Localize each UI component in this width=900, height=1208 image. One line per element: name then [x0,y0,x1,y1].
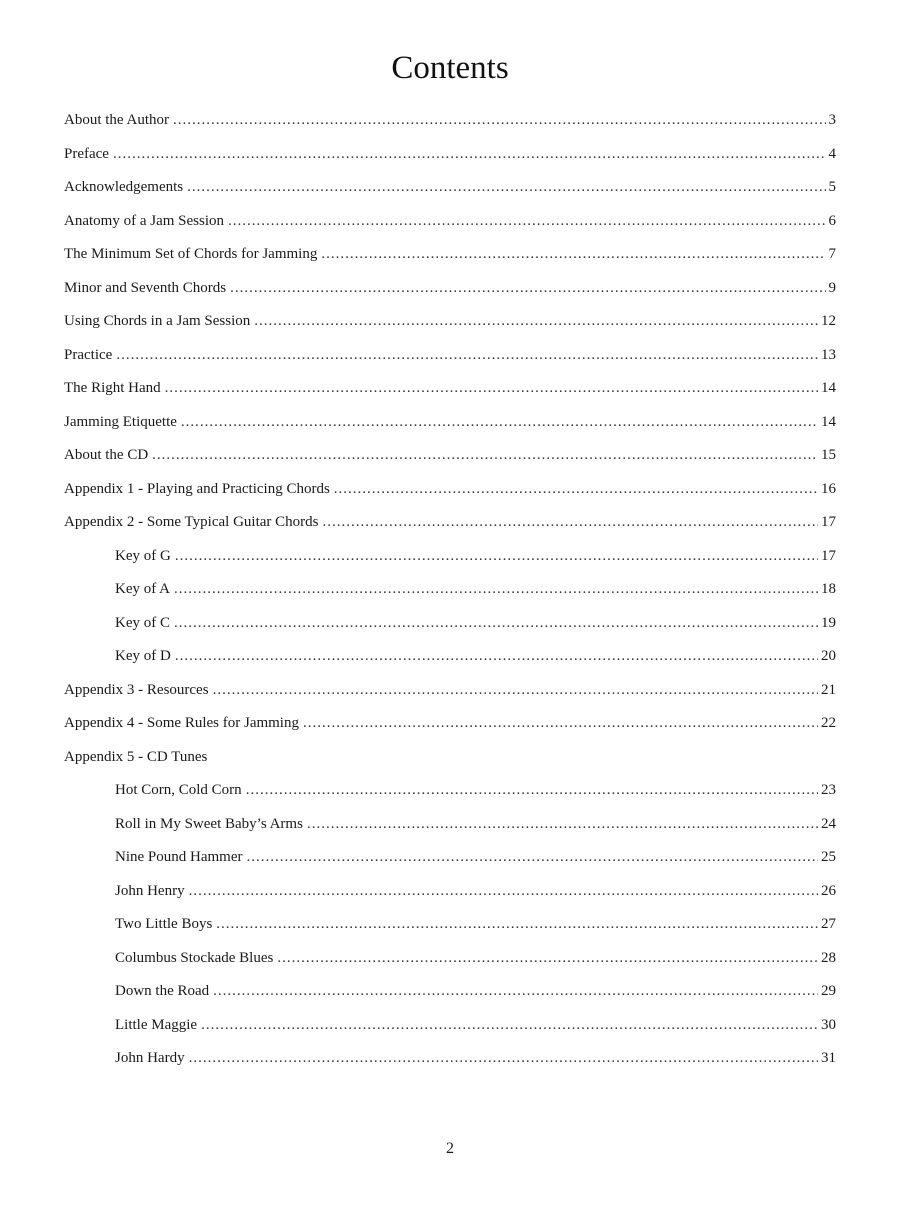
toc-entry [64,540,836,574]
toc-dot-leader [174,607,818,641]
toc-entry-page: 4 [828,145,836,162]
toc-entry-title: Using Chords in a Jam Session [64,313,251,329]
toc-entry [64,238,836,272]
toc-entry-title: Appendix 4 - Some Rules for Jamming [64,715,299,731]
toc-dot-leader [246,841,818,875]
toc-entry-page: 17 [821,514,836,530]
toc-entry-title: Little Maggie [115,1016,198,1033]
toc-entry-page: 9 [828,279,836,296]
toc-entry [64,975,836,1009]
toc-dot-leader [277,942,818,976]
toc-dot-leader [201,1009,818,1043]
toc-dot-leader [165,372,818,406]
toc-entry-title: The Minimum Set of Chords for Jamming [64,246,318,262]
toc-entry-page: 22 [821,715,836,731]
toc-entry-title: Practice [64,346,113,363]
toc-entry [64,1042,836,1076]
toc-dot-leader [116,339,818,373]
table-of-contents [64,104,836,1076]
toc-entry-page: 12 [821,313,836,329]
toc-dot-leader [321,238,825,272]
toc-dot-leader [228,205,826,239]
toc-entry-title: Two Little Boys [115,916,213,932]
toc-entry-page: 27 [821,916,836,932]
toc-entry-title: Roll in My Sweet Baby’s Arms [115,815,303,832]
toc-entry-page: 13 [821,346,836,363]
toc-dot-leader [173,104,826,138]
toc-dot-leader [187,171,825,205]
toc-entry [64,406,836,440]
toc-dot-leader [174,573,818,607]
toc-entry-page: 26 [821,882,836,899]
toc-entry-title: Nine Pound Hammer [115,849,243,865]
toc-dot-leader [189,1042,818,1076]
toc-entry [64,774,836,808]
toc-entry [64,171,836,205]
toc-entry-page: 19 [821,614,836,631]
toc-entry-title: Preface [64,145,109,162]
toc-entry [64,138,836,172]
toc-entry [64,875,836,909]
toc-entry [64,908,836,942]
toc-entry [64,607,836,641]
toc-dot-leader [152,439,818,473]
toc-entry-page: 18 [821,581,836,597]
toc-entry-title: About the CD [64,447,149,463]
toc-entry [64,272,836,306]
toc-dot-leader [175,540,818,574]
toc-dot-leader [181,406,818,440]
toc-entry [64,473,836,507]
toc-dot-leader [230,272,825,306]
toc-dot-leader [213,975,818,1009]
toc-entry-page: 16 [821,480,836,497]
toc-entry [64,339,836,373]
toc-entry-title: Anatomy of a Jam Session [64,212,224,229]
toc-entry-title: Appendix 2 - Some Typical Guitar Chords [64,514,319,530]
toc-entry-title: About the Author [64,112,169,128]
toc-entry-title: Appendix 3 - Resources [64,681,209,698]
toc-entry-page: 21 [821,681,836,698]
toc-dot-leader [189,875,818,909]
toc-entry [64,640,836,674]
toc-dot-leader [334,473,818,507]
toc-dot-leader [254,305,818,339]
toc-entry-page: 6 [828,212,836,229]
toc-entry-title: Appendix 1 - Playing and Practicing Chords [64,480,330,497]
toc-entry-page: 29 [821,983,836,999]
toc-entry [64,1009,836,1043]
toc-dot-leader [303,707,818,741]
toc-entry-title: Hot Corn, Cold Corn [115,782,242,798]
toc-entry-title: Columbus Stockade Blues [115,949,274,966]
toc-entry-page: 17 [821,547,836,564]
toc-entry-title: Jamming Etiquette [64,413,177,430]
toc-entry [64,104,836,138]
toc-entry-page: 23 [821,782,836,798]
toc-entry-title: John Hardy [115,1050,185,1066]
toc-entry [64,506,836,540]
toc-entry-page: 24 [821,815,836,832]
toc-dot-leader [113,138,826,172]
toc-entry [64,942,836,976]
toc-entry-page: 3 [828,112,836,128]
toc-entry [64,808,836,842]
toc-entry [64,573,836,607]
toc-entry-page: 15 [821,447,836,463]
toc-dot-leader [216,908,818,942]
toc-entry-title: The Right Hand [64,380,161,396]
toc-entry-page: 30 [821,1016,836,1033]
toc-entry-page: 7 [828,246,836,262]
toc-entry [64,372,836,406]
toc-entry-title: Key of A [115,581,170,597]
toc-entry-title: Minor and Seventh Chords [64,279,227,296]
toc-entry [64,305,836,339]
toc-entry [64,439,836,473]
toc-entry-title: Key of C [115,614,170,631]
toc-entry-page: 14 [821,380,836,396]
page-title: Contents [391,50,509,86]
toc-entry-title: Appendix 5 - CD Tunes [64,748,208,765]
toc-entry-page: 31 [821,1050,836,1066]
toc-entry [64,841,836,875]
toc-entry-title: John Henry [115,882,185,899]
toc-entry-page: 20 [821,648,836,664]
toc-entry-title: Acknowledgements [64,179,184,195]
toc-dot-leader [307,808,818,842]
toc-entry-page: 14 [821,413,836,430]
toc-entry-page: 5 [828,179,836,195]
toc-dot-leader [246,774,818,808]
toc-dot-leader [213,674,818,708]
toc-entry [64,205,836,239]
toc-entry-page: 25 [821,849,836,865]
toc-entry [64,707,836,741]
toc-entry-title: Key of D [115,648,171,664]
page-number: 2 [446,1140,454,1157]
toc-dot-leader [322,506,818,540]
toc-entry [64,741,836,775]
toc-entry-page: 28 [821,949,836,966]
toc-entry [64,674,836,708]
toc-entry-title: Key of G [115,547,171,564]
toc-entry-title: Down the Road [115,983,210,999]
toc-dot-leader [175,640,818,674]
